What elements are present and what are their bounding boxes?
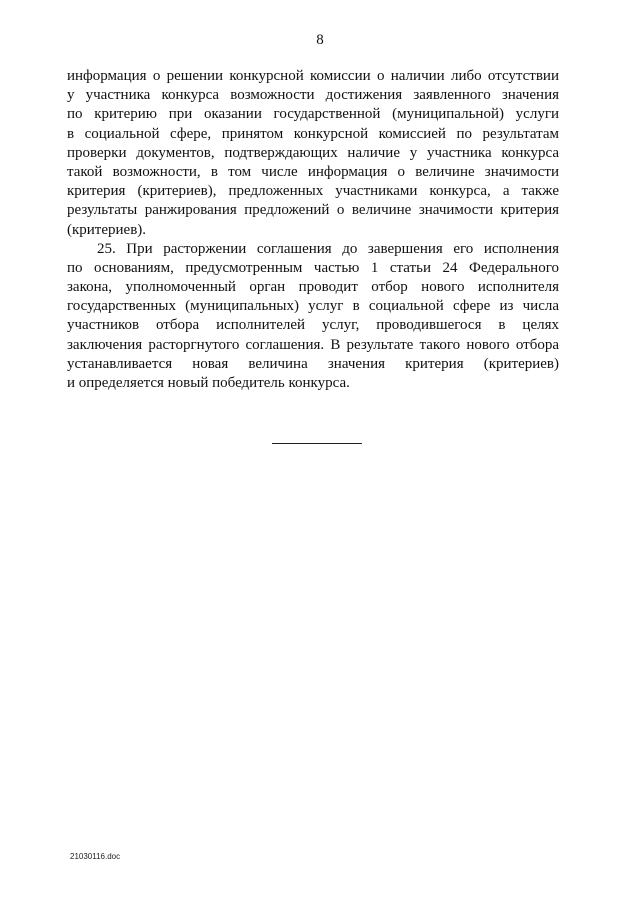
text-line: в социальной сфере, принятом конкурсной комиссией по результатам bbox=[67, 125, 559, 142]
text-line: проверки документов, подтверждающих наличие у участника конкурса bbox=[67, 144, 559, 161]
text-line: такой возможности, в том числе информация о величине значимости bbox=[67, 163, 559, 180]
text-line: у участника конкурса возможности достижения заявленного значения bbox=[67, 87, 559, 104]
paragraph-continuation bbox=[67, 67, 559, 240]
text-line: (критериев). bbox=[67, 221, 147, 238]
paragraph-25 bbox=[67, 240, 559, 394]
text-line: по критерию при оказании государственной (муниципальной) услуги bbox=[67, 106, 559, 123]
text-line: закона, уполномоченный орган проводит отбор нового исполнителя bbox=[67, 279, 559, 296]
text-line: по основаниям, предусмотренным частью 1 статьи 24 Федерального bbox=[67, 259, 559, 276]
end-of-document-rule bbox=[272, 443, 362, 444]
page-number: 8 bbox=[316, 32, 324, 48]
body-text bbox=[67, 67, 559, 393]
text-line: государственных (муниципальных) услуг в социальной сфере из числа bbox=[67, 298, 559, 315]
text-line: и определяется новый победитель конкурса. bbox=[67, 375, 350, 391]
document-file-code: 21030116.doc bbox=[70, 852, 121, 861]
text-line: участников отбора исполнителей услуг, проводившегося в целях bbox=[67, 317, 559, 334]
text-line: информация о решении конкурсной комиссии о наличии либо отсутствии bbox=[67, 68, 559, 84]
text-line: критерия (критериев), предложенных участниками конкурса, а также bbox=[67, 183, 559, 200]
text-line: устанавливается новая величина значения критерия (критериев) bbox=[67, 355, 559, 372]
text-line: результаты ранжирования предложений о величине значимости критерия bbox=[67, 202, 559, 219]
text-line: 25. При расторжении соглашения до завершения его исполнения bbox=[97, 240, 559, 257]
text-line: заключения расторгнутого соглашения. В результате такого нового отбора bbox=[67, 336, 559, 353]
